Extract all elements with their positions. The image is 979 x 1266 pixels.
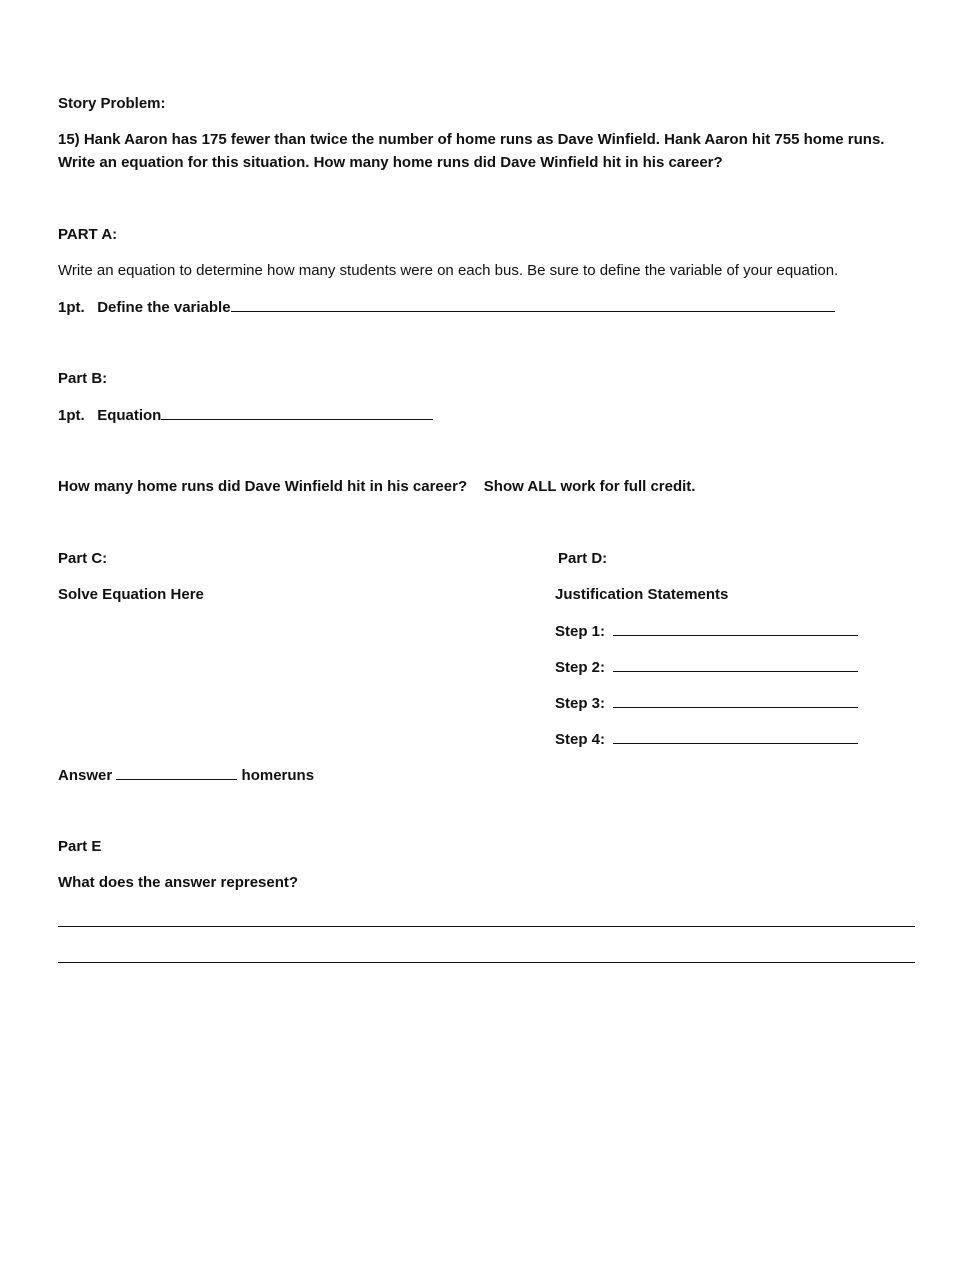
step-row [555,621,858,642]
problem-text-line-1: 15) Hank Aaron has 175 fewer than twice the number of home runs as Dave Winfield. Hank Aaron hit 755 home runs. [58,131,885,148]
part-d-label: Justification Statements [555,586,729,603]
equation-blank[interactable] [161,405,433,420]
step-label: Step 2: [555,659,606,676]
answer-blank[interactable] [116,765,237,780]
problem-text-line-2: Write an equation for this situation. How many home runs did Dave Winfield hit in his career? [58,154,723,171]
part-b-points: 1pt. [58,407,85,424]
step-row [555,693,858,714]
part-a-define-label: Define the variable [97,299,231,316]
step-label: Step 4: [555,731,606,748]
step-label: Step 1: [555,623,606,640]
step-4-blank[interactable] [613,729,858,744]
answer-line-1[interactable] [58,926,915,927]
step-label: Step 3: [555,695,606,712]
part-c-label: Solve Equation Here [58,586,204,603]
part-b-equation-row [58,405,433,426]
part-a-instruction: Write an equation to determine how many students were on each bus. Be sure to define the variable of your equation. [58,262,839,279]
answer-label: Answer [58,767,113,784]
define-variable-blank[interactable] [231,297,835,312]
part-a-define-row [58,297,835,318]
step-row [555,657,858,678]
part-e-question: What does the answer represent? [58,874,299,891]
part-b-equation-label: Equation [97,407,162,424]
answer-line-2[interactable] [58,962,915,963]
answer-row [58,765,314,786]
part-b-heading: Part B: [58,370,108,387]
step-3-blank[interactable] [613,693,858,708]
step-row [555,729,858,750]
story-heading: Story Problem: [58,95,166,112]
part-d-heading: Part D: [558,550,608,567]
work-question: How many home runs did Dave Winfield hit in his career? Show ALL work for full credit. [58,478,696,495]
step-2-blank[interactable] [613,657,858,672]
part-e-heading: Part E [58,838,102,855]
part-a-points: 1pt. [58,299,85,316]
part-a-heading: PART A: [58,226,118,243]
step-1-blank[interactable] [613,621,858,636]
part-c-heading: Part C: [58,550,108,567]
answer-unit: homeruns [241,767,315,784]
